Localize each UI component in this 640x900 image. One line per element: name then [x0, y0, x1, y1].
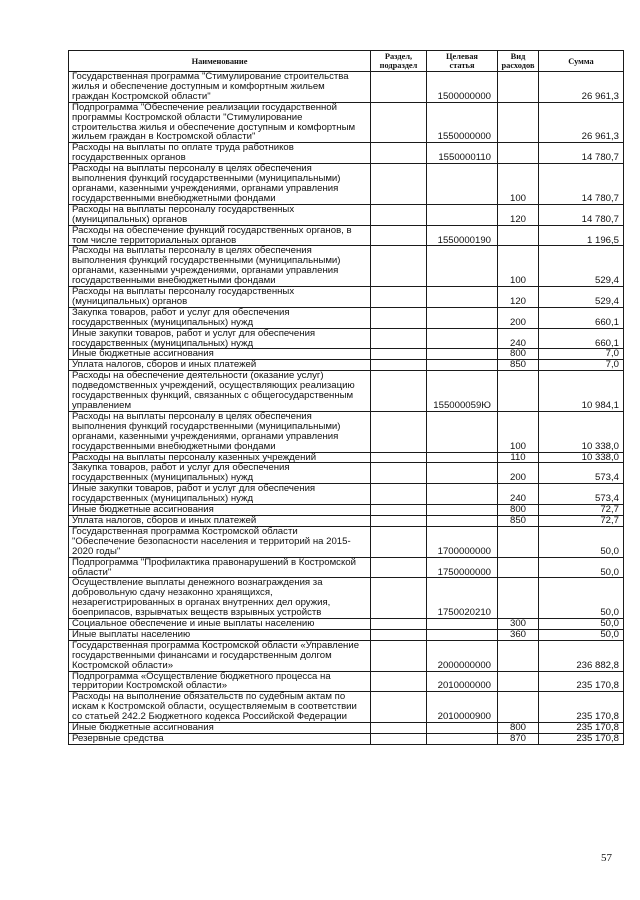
- cell-sum: 529,4: [539, 246, 624, 287]
- table-row: [69, 246, 624, 287]
- cell-sum: 10 984,1: [539, 371, 624, 412]
- cell-sum: 50,0: [539, 526, 624, 557]
- cell-section: [371, 225, 427, 246]
- cell-sum: 50,0: [539, 578, 624, 619]
- cell-vid: [498, 692, 539, 723]
- cell-sum: 26 961,3: [539, 102, 624, 143]
- cell-name: Социальное обеспечение и иные выплаты населению: [69, 619, 371, 630]
- table-row: [69, 463, 624, 484]
- cell-vid: [498, 640, 539, 671]
- cell-name: Иные бюджетные ассигнования: [69, 505, 371, 516]
- cell-section: [371, 671, 427, 692]
- cell-section: [371, 371, 427, 412]
- cell-target: [427, 307, 498, 328]
- cell-target: 2010000000: [427, 671, 498, 692]
- cell-name: Расходы на выплаты по оплате труда работников государственных органов: [69, 143, 371, 164]
- cell-section: [371, 515, 427, 526]
- table-row: [69, 360, 624, 371]
- cell-name: Расходы на обеспечение функций государственных органов, в том числе территориальных органов: [69, 225, 371, 246]
- table-row: [69, 204, 624, 225]
- cell-name: Уплата налогов, сборов и иных платежей: [69, 360, 371, 371]
- cell-vid: 800: [498, 723, 539, 734]
- table-row: [69, 505, 624, 516]
- table-row: [69, 164, 624, 205]
- cell-sum: 10 338,0: [539, 452, 624, 463]
- cell-sum: 7,0: [539, 349, 624, 360]
- cell-name: Расходы на выплаты персоналу государственных (муниципальных) органов: [69, 204, 371, 225]
- cell-section: [371, 360, 427, 371]
- cell-name: Государственная программа "Стимулирование строительства жилья и обеспечение доступным и комфортным жильем граждан Костромской области": [69, 72, 371, 103]
- table-row: [69, 307, 624, 328]
- cell-target: [427, 360, 498, 371]
- table-row: [69, 619, 624, 630]
- table-row: [69, 515, 624, 526]
- cell-vid: [498, 671, 539, 692]
- cell-vid: 100: [498, 246, 539, 287]
- cell-name: Резервные средства: [69, 734, 371, 745]
- cell-name: Расходы на выполнение обязательств по судебным актам по искам к Костромской области, осуществляемым в соответствии со статьей 242.2 Бюджетного кодекса Российской Федерации: [69, 692, 371, 723]
- cell-section: [371, 463, 427, 484]
- table-row: [69, 102, 624, 143]
- cell-sum: 235 170,8: [539, 723, 624, 734]
- cell-vid: 360: [498, 629, 539, 640]
- cell-target: 1550000190: [427, 225, 498, 246]
- cell-vid: 200: [498, 463, 539, 484]
- cell-target: [427, 452, 498, 463]
- cell-target: [427, 328, 498, 349]
- table-row: [69, 692, 624, 723]
- cell-name: Осуществление выплаты денежного вознаграждения за добровольную сдачу незаконно хранящихся, незарегистрированных в органах внутренних дел оружия, боеприпасов, взрывчатых веществ взрывных устройств: [69, 578, 371, 619]
- table-row: [69, 723, 624, 734]
- cell-target: [427, 463, 498, 484]
- cell-target: [427, 619, 498, 630]
- cell-sum: 235 170,8: [539, 692, 624, 723]
- header-target: Целевая статья: [427, 51, 498, 72]
- cell-sum: 14 780,7: [539, 143, 624, 164]
- cell-section: [371, 72, 427, 103]
- cell-target: [427, 629, 498, 640]
- cell-vid: 240: [498, 484, 539, 505]
- table-row: [69, 143, 624, 164]
- cell-vid: 850: [498, 360, 539, 371]
- cell-section: [371, 102, 427, 143]
- cell-target: 1750000000: [427, 557, 498, 578]
- cell-section: [371, 452, 427, 463]
- cell-sum: 50,0: [539, 619, 624, 630]
- cell-name: Расходы на выплаты персоналу казенных учреждений: [69, 452, 371, 463]
- cell-target: 2000000000: [427, 640, 498, 671]
- table-row: [69, 287, 624, 308]
- cell-vid: [498, 371, 539, 412]
- cell-target: [427, 515, 498, 526]
- cell-name: Подпрограмма "Профилактика правонарушений в Костромской области": [69, 557, 371, 578]
- table-row: [69, 225, 624, 246]
- table-header-row: [69, 51, 624, 72]
- cell-vid: [498, 578, 539, 619]
- cell-name: Уплата налогов, сборов и иных платежей: [69, 515, 371, 526]
- cell-sum: 26 961,3: [539, 72, 624, 103]
- cell-sum: 1 196,5: [539, 225, 624, 246]
- cell-vid: 870: [498, 734, 539, 745]
- table-row: [69, 411, 624, 452]
- cell-target: 1700000000: [427, 526, 498, 557]
- table-row: [69, 349, 624, 360]
- budget-table: [68, 50, 624, 745]
- cell-section: [371, 287, 427, 308]
- header-sum: Сумма: [539, 51, 624, 72]
- cell-sum: 50,0: [539, 557, 624, 578]
- table-row: [69, 72, 624, 103]
- cell-sum: 72,7: [539, 515, 624, 526]
- cell-name: Иные закупки товаров, работ и услуг для обеспечения государственных (муниципальных) нужд: [69, 328, 371, 349]
- cell-section: [371, 505, 427, 516]
- cell-vid: [498, 225, 539, 246]
- cell-vid: 800: [498, 505, 539, 516]
- cell-section: [371, 307, 427, 328]
- cell-sum: 50,0: [539, 629, 624, 640]
- cell-vid: 200: [498, 307, 539, 328]
- cell-vid: 300: [498, 619, 539, 630]
- cell-name: Расходы на выплаты персоналу в целях обеспечения выполнения функций государственными (муниципальными) органами, казенными учреждениями, органами управления государственными внебюджетными фондами: [69, 411, 371, 452]
- table-row: [69, 734, 624, 745]
- cell-section: [371, 526, 427, 557]
- cell-name: Расходы на обеспечение деятельности (оказание услуг) подведомственных учреждений, осуществляющих реализацию государственных функций, связанных с общегосударственным управлением: [69, 371, 371, 412]
- cell-target: [427, 164, 498, 205]
- cell-section: [371, 164, 427, 205]
- cell-target: [427, 484, 498, 505]
- cell-section: [371, 629, 427, 640]
- cell-vid: 850: [498, 515, 539, 526]
- cell-section: [371, 692, 427, 723]
- cell-target: 1500000000: [427, 72, 498, 103]
- cell-vid: [498, 143, 539, 164]
- cell-section: [371, 734, 427, 745]
- cell-target: [427, 723, 498, 734]
- header-name: Наименование: [69, 51, 371, 72]
- table-row: [69, 371, 624, 412]
- budget-table-sheet: [68, 50, 623, 745]
- cell-target: 2010000900: [427, 692, 498, 723]
- cell-name: Закупка товаров, работ и услуг для обеспечения государственных (муниципальных) нужд: [69, 463, 371, 484]
- cell-name: Подпрограмма «Осуществление бюджетного процесса на территории Костромской области»: [69, 671, 371, 692]
- cell-target: 1550000110: [427, 143, 498, 164]
- table-row: [69, 629, 624, 640]
- cell-sum: 235 170,8: [539, 734, 624, 745]
- cell-vid: [498, 526, 539, 557]
- cell-section: [371, 411, 427, 452]
- cell-name: Подпрограмма "Обеспечение реализации государственной программы Костромской области "Стимулирование строительства жилья и обеспечение доступным и комфортным жильем граждан в Костромской области": [69, 102, 371, 143]
- cell-name: Расходы на выплаты персоналу в целях обеспечения выполнения функций государственными (муниципальными) органами, казенными учреждениями, органами управления государственными внебюджетными фондами: [69, 164, 371, 205]
- cell-vid: 240: [498, 328, 539, 349]
- cell-section: [371, 204, 427, 225]
- cell-sum: 7,0: [539, 360, 624, 371]
- cell-section: [371, 484, 427, 505]
- cell-sum: 573,4: [539, 463, 624, 484]
- cell-vid: 100: [498, 411, 539, 452]
- cell-section: [371, 328, 427, 349]
- cell-sum: 660,1: [539, 328, 624, 349]
- table-row: [69, 640, 624, 671]
- page-number: 57: [601, 852, 612, 864]
- cell-section: [371, 143, 427, 164]
- cell-vid: 120: [498, 287, 539, 308]
- header-section: Раздел, подраздел: [371, 51, 427, 72]
- cell-sum: 72,7: [539, 505, 624, 516]
- cell-target: [427, 349, 498, 360]
- cell-vid: 110: [498, 452, 539, 463]
- cell-target: [427, 204, 498, 225]
- cell-section: [371, 557, 427, 578]
- cell-name: Государственная программа Костромской области «Управление государственными финансами и государственным долгом Костромской области»: [69, 640, 371, 671]
- cell-target: [427, 246, 498, 287]
- cell-name: Расходы на выплаты персоналу в целях обеспечения выполнения функций государственными (муниципальными) органами, казенными учреждениями, органами управления государственными внебюджетными фондами: [69, 246, 371, 287]
- cell-vid: [498, 72, 539, 103]
- cell-vid: 120: [498, 204, 539, 225]
- cell-name: Иные закупки товаров, работ и услуг для обеспечения государственных (муниципальных) нужд: [69, 484, 371, 505]
- cell-sum: 14 780,7: [539, 164, 624, 205]
- cell-name: Иные бюджетные ассигнования: [69, 723, 371, 734]
- header-vid: Вид расходов: [498, 51, 539, 72]
- cell-vid: 800: [498, 349, 539, 360]
- cell-target: [427, 411, 498, 452]
- cell-target: 1550000000: [427, 102, 498, 143]
- cell-target: [427, 505, 498, 516]
- cell-section: [371, 640, 427, 671]
- cell-name: Закупка товаров, работ и услуг для обеспечения государственных (муниципальных) нужд: [69, 307, 371, 328]
- cell-sum: 235 170,8: [539, 671, 624, 692]
- cell-sum: 573,4: [539, 484, 624, 505]
- table-row: [69, 557, 624, 578]
- cell-name: Иные бюджетные ассигнования: [69, 349, 371, 360]
- cell-section: [371, 619, 427, 630]
- cell-section: [371, 723, 427, 734]
- cell-name: Иные выплаты населению: [69, 629, 371, 640]
- cell-sum: 10 338,0: [539, 411, 624, 452]
- cell-vid: 100: [498, 164, 539, 205]
- table-row: [69, 526, 624, 557]
- cell-sum: 236 882,8: [539, 640, 624, 671]
- cell-section: [371, 246, 427, 287]
- cell-target: 1750020210: [427, 578, 498, 619]
- cell-vid: [498, 557, 539, 578]
- table-row: [69, 671, 624, 692]
- cell-target: [427, 287, 498, 308]
- cell-name: Расходы на выплаты персоналу государственных (муниципальных) органов: [69, 287, 371, 308]
- cell-sum: 529,4: [539, 287, 624, 308]
- table-row: [69, 484, 624, 505]
- table-row: [69, 328, 624, 349]
- cell-target: 155000059Ю: [427, 371, 498, 412]
- cell-target: [427, 734, 498, 745]
- cell-section: [371, 578, 427, 619]
- table-row: [69, 452, 624, 463]
- cell-name: Государственная программа Костромской области "Обеспечение безопасности населения и территорий на 2015- 2020 годы": [69, 526, 371, 557]
- table-row: [69, 578, 624, 619]
- cell-sum: 660,1: [539, 307, 624, 328]
- cell-section: [371, 349, 427, 360]
- cell-vid: [498, 102, 539, 143]
- cell-sum: 14 780,7: [539, 204, 624, 225]
